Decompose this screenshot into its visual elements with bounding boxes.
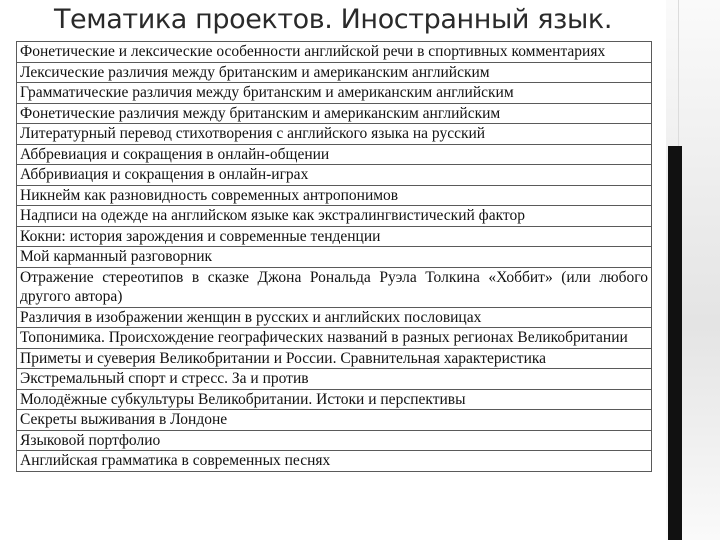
table-row (17, 165, 652, 186)
table-row (17, 62, 652, 83)
topic-cell: Кокни: история зарождения и современные тенденции (17, 226, 652, 247)
table-row (17, 144, 652, 165)
table-row (17, 369, 652, 390)
topic-cell: Молодёжные субкультуры Великобритании. Истоки и перспективы (17, 389, 652, 410)
topic-cell: Топонимика. Происхождение географических названий в разных регионах Великобритании (17, 328, 652, 349)
table-row (17, 42, 652, 63)
topic-cell: Приметы и суеверия Великобритании и России. Сравнительная характеристика (17, 348, 652, 369)
topic-cell: Фонетические и лексические особенности английской речи в спортивных комментариях (17, 42, 652, 63)
topic-cell: Литературный перевод стихотворения с английского языка на русский (17, 124, 652, 145)
table-row (17, 185, 652, 206)
topic-cell: Надписи на одежде на английском языке как экстралингвистический фактор (17, 206, 652, 227)
topic-cell: Отражение стереотипов в сказке Джона Рональда Руэла Толкина «Хоббит» (или любого другого автора) (17, 267, 652, 307)
table-row (17, 348, 652, 369)
table-row (17, 410, 652, 431)
topic-cell: Аббревиация и сокращения в онлайн-общении (17, 144, 652, 165)
table-row (17, 267, 652, 307)
topic-cell: Различия в изображении женщин в русских и английских пословицах (17, 307, 652, 328)
topic-cell: Фонетические различия между британским и американским английским (17, 103, 652, 124)
table-row (17, 328, 652, 349)
table-row (17, 103, 652, 124)
decorative-dark-bar (668, 146, 682, 540)
topic-cell: Грамматические различия между британским и американским английским (17, 83, 652, 104)
topic-cell: Никнейм как разновидность современных антропонимов (17, 185, 652, 206)
table-row (17, 389, 652, 410)
table-row (17, 247, 652, 268)
table-row (17, 430, 652, 451)
slide-title: Тематика проектов. Иностранный язык. (53, 4, 613, 35)
table-row (17, 451, 652, 472)
topic-cell: Секреты выживания в Лондоне (17, 410, 652, 431)
table-row (17, 206, 652, 227)
table-row (17, 307, 652, 328)
topic-cell: Аббривиация и сокращения в онлайн-играх (17, 165, 652, 186)
table-row (17, 83, 652, 104)
topics-table (16, 41, 652, 472)
topic-cell: Лексические различия между британским и американским английским (17, 62, 652, 83)
table-row (17, 124, 652, 145)
topic-cell: Мой карманный разговорник (17, 247, 652, 268)
table-row (17, 226, 652, 247)
topic-cell: Экстремальный спорт и стресс. За и против (17, 369, 652, 390)
topic-cell: Английская грамматика в современных песнях (17, 451, 652, 472)
topic-cell: Языковой портфолио (17, 430, 652, 451)
